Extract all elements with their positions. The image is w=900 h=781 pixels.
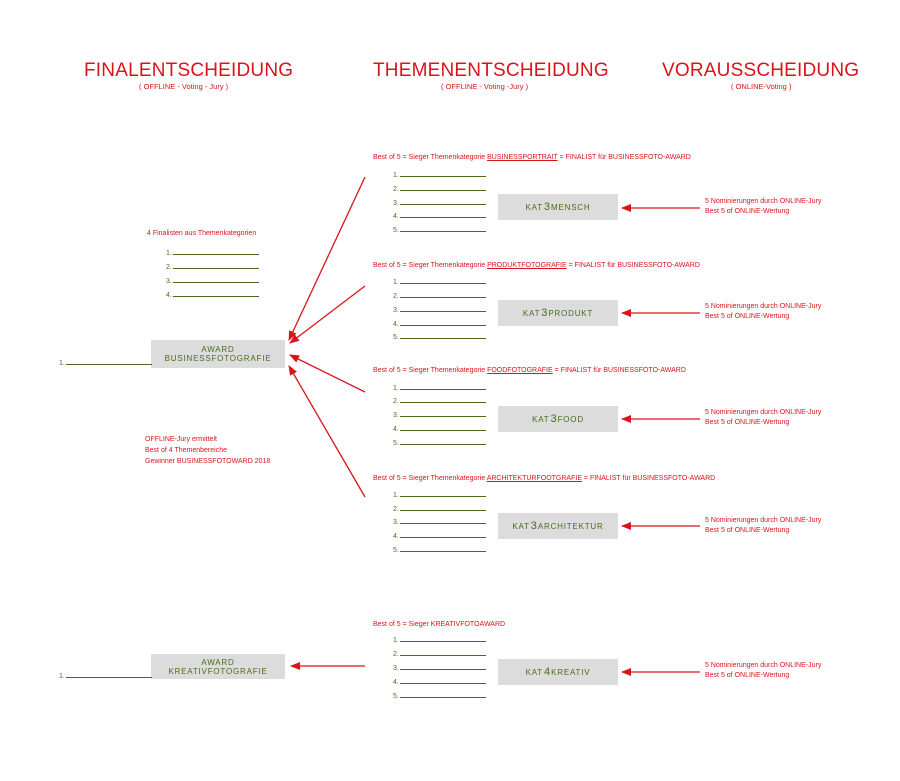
finalist-line-4: 4. [166,292,259,299]
category-heading-foodfotografie: Best of 5 = Sieger Themenkategorie FOODFOTOGRAFIE = FINALIST für BUSINESSFOTO-AWARD [373,367,686,374]
kreativ-line-1: 1. [393,637,486,644]
header-final-title: FINALENTSCHEIDUNG [84,60,294,81]
category-heading-architekturfootgrafie: Best of 5 = Sieger Themenkategorie ARCHITEKTURFOOTGRAFIE = FINALIST für BUSINESSFOTO-AWARD [373,475,716,482]
cat3-nomination-line-1: 5 Nominierungen durch ONLINE-Jury [705,409,822,416]
header-voraus-title: VORAUSSCHEIDUNG [662,60,860,81]
cat3-line-2: 2. [393,398,486,405]
header-final-sub: ( OFFLINE - Voting - Jury ) [139,82,229,91]
cat1-nomination-line-2: Best 5 of ONLINE-Wertung [705,208,790,215]
cat2-line-4: 4. [393,321,486,328]
kreativ-nomination-line-1: 5 Nominierungen durch ONLINE-Jury [705,662,822,669]
cat1-line-3: 3. [393,200,486,207]
cat4-line-4: 4. [393,533,486,540]
cat1-line-4: 4. [393,213,486,220]
offline-note-line-3: Gewinner BUSINESSFOTOWARD 2018 [145,458,271,465]
cat4-line-5: 5. [393,547,486,554]
kat3-food-box: KAT 3 FOOD [498,406,618,432]
offline-note-line-2: Best of 4 Themenbereiche [145,447,227,454]
award-business-label: AWARD BUSINESSFOTOGRAFIE [164,345,272,363]
cat2-line-1: 1. [393,279,486,286]
header-voraus-sub: ( ONLINE-Voting ) [731,82,792,91]
cat3-line-3: 3. [393,412,486,419]
cat4-nomination-line-1: 5 Nominierungen durch ONLINE-Jury [705,517,822,524]
header-themen-title: THEMENENTSCHEIDUNG [373,60,609,81]
cat1-line-5: 5. [393,227,486,234]
kreativ-nomination-line-2: Best 5 of ONLINE-Wertung [705,672,790,679]
cat4-line-1: 1. [393,492,486,499]
cat3-line-4: 4. [393,426,486,433]
finalists-title: 4 Finalisten aus Themenkategorien [147,230,257,237]
cat2-nomination-line-1: 5 Nominierungen durch ONLINE-Jury [705,303,822,310]
category-heading-businessportrait: Best of 5 = Sieger Themenkategorie BUSINESSPORTRAIT = FINALIST für BUSINESSFOTO-AWARD [373,154,691,161]
kat3-architektur-box: KAT 3 ARCHITEKTUR [498,513,618,539]
kreativ-line-2: 2. [393,651,486,658]
cat2-line-2: 2. [393,293,486,300]
arrow-cat4-to-award [289,366,365,497]
cat3-line-5: 5. [393,440,486,447]
finalist-line-3: 3. [166,278,259,285]
kreativ-line-5: 5. [393,693,486,700]
kat3-mensch-box: KAT 3 MENSCH [498,194,618,220]
header-themen-sub: ( OFFLINE - Voting -Jury ) [441,82,529,91]
cat1-line-1: 1. [393,172,486,179]
award-business-winner-line: 1. [59,360,152,367]
award-kreativ-winner-line: 1. [59,673,152,680]
category-heading-produktfotografie: Best of 5 = Sieger Themenkategorie PRODUKTFOTOGRAFIE = FINALIST für BUSINESSFOTO-AWARD [373,262,700,269]
finalist-line-2: 2. [166,264,259,271]
cat2-line-3: 3. [393,307,486,314]
award-kreativ-label: AWARD KREATIVFOTOGRAFIE [168,657,268,676]
cat3-line-1: 1. [393,385,486,392]
cat3-nomination-line-2: Best 5 of ONLINE-Wertung [705,419,790,426]
cat1-line-2: 2. [393,186,486,193]
offline-note-line-1: OFFLINE-Jury ermittelt [145,436,217,443]
kreativ-line-4: 4. [393,679,486,686]
cat2-nomination-line-2: Best 5 of ONLINE-Wertung [705,313,790,320]
cat2-line-5: 5. [393,334,486,341]
cat4-line-2: 2. [393,506,486,513]
cat4-line-3: 3. [393,519,486,526]
kreativ-line-3: 3. [393,665,486,672]
kat4-kreativ-box: KAT 4 KREATIV [498,659,618,685]
kreativ-heading: Best of 5 = Sieger KREATIVFOTOAWARD [373,621,506,628]
finalist-line-1: 1. [166,250,259,257]
cat1-nomination-line-1: 5 Nominierungen durch ONLINE-Jury [705,198,822,205]
kat3-produkt-box: KAT 3 PRODUKT [498,300,618,326]
cat4-nomination-line-2: Best 5 of ONLINE-Wertung [705,527,790,534]
